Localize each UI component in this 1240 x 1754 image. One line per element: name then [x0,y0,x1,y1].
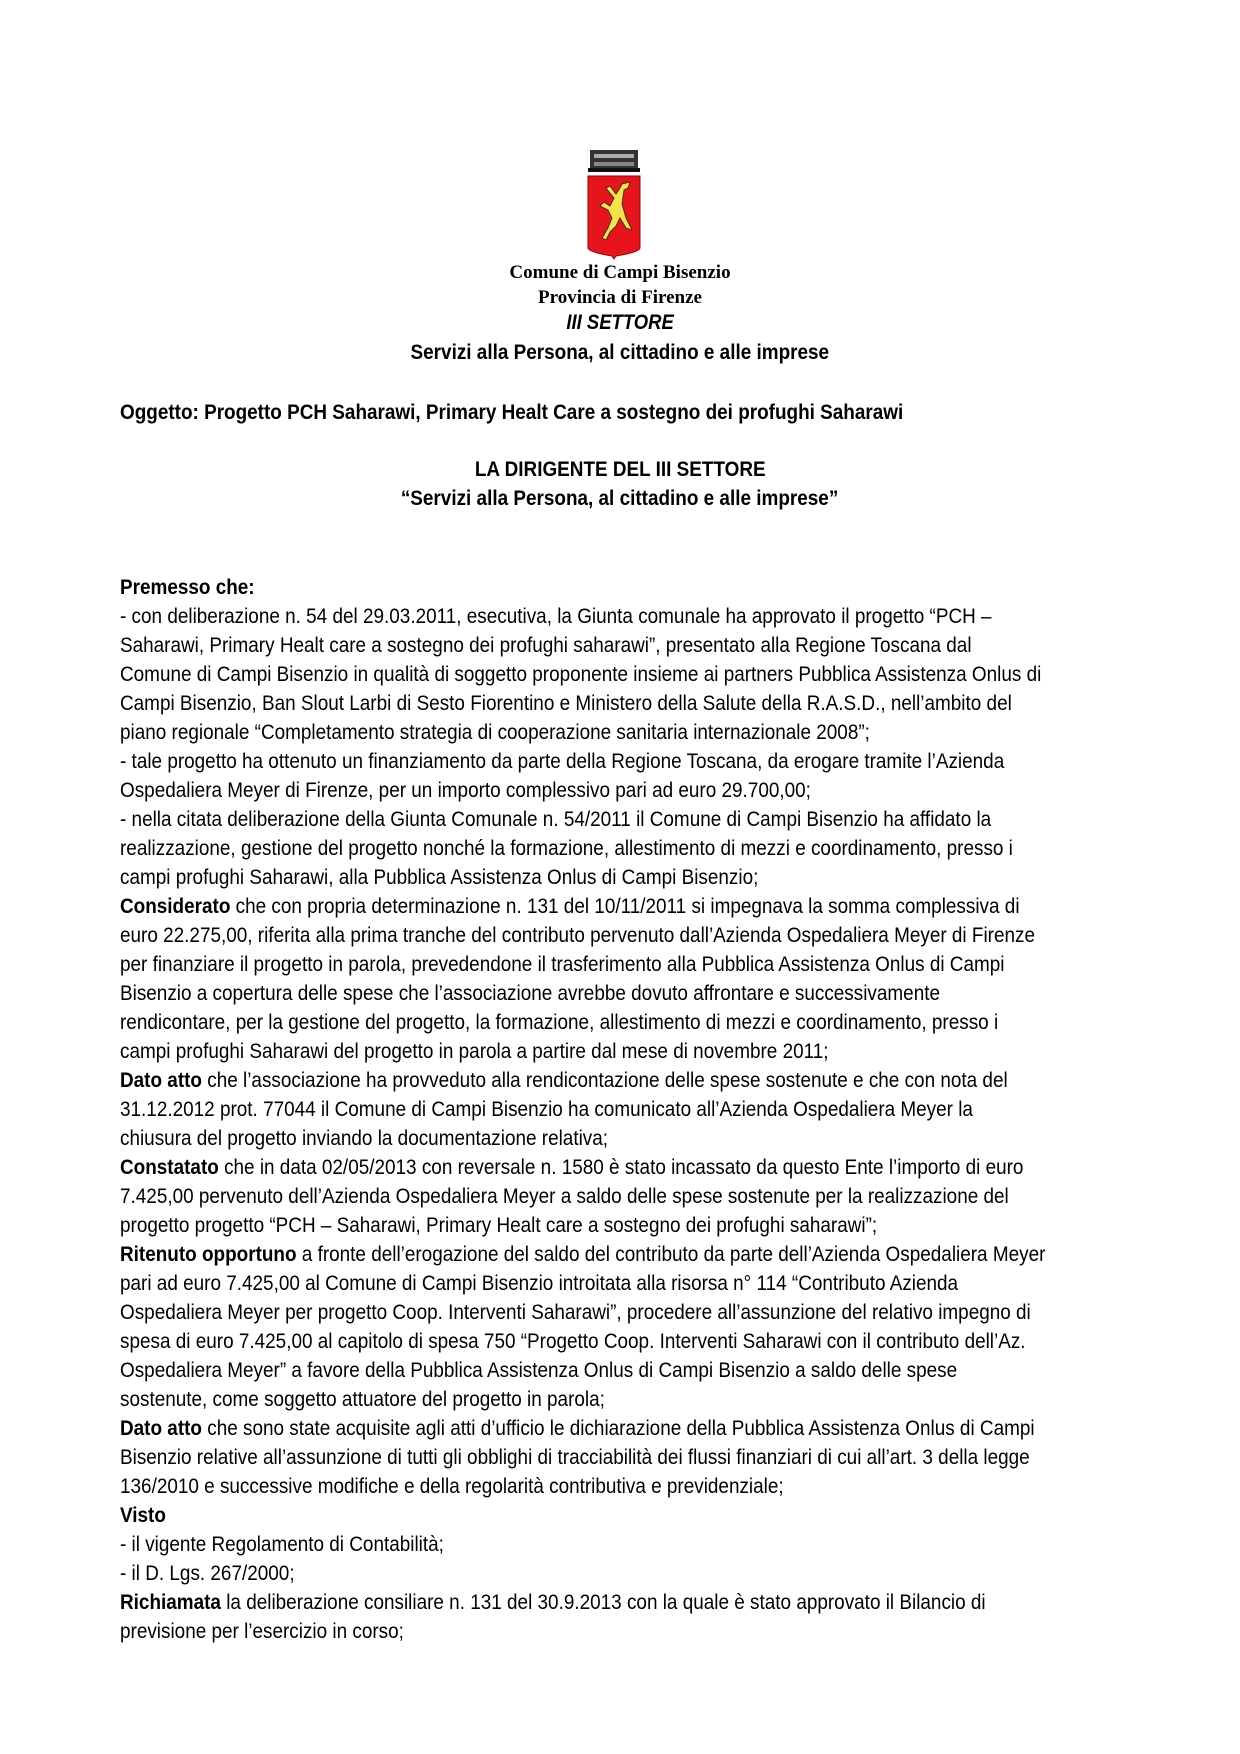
body-line [120,747,1045,776]
body-line [120,776,1045,805]
dirigente-subtitle [0,486,1240,511]
line-text: Bisenzio relative all’assunzione di tutti gli obblighi di tracciabilità dei flussi finanziari di cui all’art. 3 della legge [120,1445,1030,1469]
body-line [120,834,1045,863]
body-line [120,718,1045,747]
body-line [120,1095,1045,1124]
line-text: euro 22.275,00, riferita alla prima tranche del contributo pervenuto dall’Azienda Ospedaliera Meyer di Firenze [120,923,1035,947]
body-line [120,1153,1045,1182]
bold-keyword: Premesso che: [120,575,255,599]
provincia-name: Provincia di Firenze [538,287,702,308]
dirigente-title-text: LA DIRIGENTE DEL III SETTORE [474,457,766,481]
body-line [120,1501,1045,1530]
body-line [120,805,1045,834]
bold-keyword: Considerato [120,894,231,918]
body-line [120,1617,1045,1646]
line-text: - nella citata deliberazione della Giunta Comunale n. 54/2011 il Comune di Campi Bisenzio ha affidato la [120,807,992,831]
servizi-text: Servizi alla Persona, al cittadino e alle imprese [410,340,830,364]
line-text: Ospedaliera Meyer di Firenze, per un importo complessivo pari ad euro 29.700,00; [120,778,811,802]
bold-keyword: Dato atto [120,1068,202,1092]
line-text: a fronte dell’erogazione del saldo del contributo da parte dell’Azienda Ospedaliera Meyer [296,1242,1046,1266]
line-text: progetto progetto “PCH – Saharawi, Primary Healt care a sostegno dei profughi saharawi”; [120,1213,878,1237]
dirigente-subtitle-text: “Servizi alla Persona, al cittadino e alle imprese” [401,486,839,510]
body-line [120,660,1045,689]
coat-of-arms-logo [586,148,642,260]
bold-keyword: Dato atto [120,1416,202,1440]
bold-keyword: Ritenuto opportuno [120,1242,297,1266]
body-line [120,1124,1045,1153]
body-line [120,689,1045,718]
line-text: piano regionale “Completamento strategia di cooperazione sanitaria internazionale 2008”; [120,720,870,744]
body-line [120,1443,1045,1472]
body-line [120,979,1045,1008]
body-line [120,1211,1045,1240]
line-text: - il D. Lgs. 267/2000; [120,1561,295,1585]
body-line [120,1066,1045,1095]
body-line [120,1588,1045,1617]
document-body [120,573,1172,1646]
line-text: chiusura del progetto inviando la documentazione relativa; [120,1126,609,1150]
body-line [120,1240,1045,1269]
body-line [120,1008,1045,1037]
line-text: rendicontare, per la gestione del progetto, la formazione, allestimento di mezzi e coordinamento, presso i [120,1010,999,1034]
body-line [120,892,1045,921]
servizi-heading [0,340,1240,365]
settore-heading [0,311,1240,335]
line-text: Bisenzio a copertura delle spese che l’associazione avrebbe dovuto affrontare e successivamente [120,981,941,1005]
body-line [120,1327,1045,1356]
body-line [120,1414,1045,1443]
line-text: che l’associazione ha provveduto alla rendicontazione delle spese sostenute e che con nota del [201,1068,1008,1092]
body-line [120,1472,1045,1501]
line-text: che in data 02/05/2013 con reversale n. 1580 è stato incassato da questo Ente l’importo di euro [218,1155,1024,1179]
line-text: 7.425,00 pervenuto dell’Azienda Ospedaliera Meyer a saldo delle spese sostenute per la realizzazione del [120,1184,1009,1208]
oggetto: Oggetto: Progetto PCH Saharawi, Primary Healt Care a sostegno dei profughi Saharawi [120,400,904,424]
line-text: Ospedaliera Meyer” a favore della Pubblica Assistenza Onlus di Campi Bisenzio a saldo delle spese [120,1358,958,1382]
line-text: 136/2010 e successive modifiche e della regolarità contributiva e previdenziale; [120,1474,784,1498]
body-line [120,1385,1045,1414]
line-text: realizzazione, gestione del progetto nonché la formazione, allestimento di mezzi e coordinamento, presso i [120,836,1013,860]
body-line [120,602,1045,631]
line-text: che con propria determinazione n. 131 del 10/11/2011 si impegnava la somma complessiva di [230,894,1020,918]
line-text: - con deliberazione n. 54 del 29.03.2011, esecutiva, la Giunta comunale ha approvato il progetto “PCH – [120,604,992,628]
line-text: Comune di Campi Bisenzio in qualità di soggetto proponente insieme ai partners Pubblica Assistenza Onlus di [120,662,1042,686]
line-text: Campi Bisenzio, Ban Slout Larbi di Sesto Fiorentino e Ministero della Salute della R.A.S.D., nell’ambito del [120,691,1012,715]
line-text: Ospedaliera Meyer per progetto Coop. Interventi Saharawi”, procedere all’assunzione del relativo impegno di [120,1300,1031,1324]
body-line [120,863,1045,892]
bold-keyword: Richiamata [120,1590,221,1614]
line-text: la deliberazione consiliare n. 131 del 30.9.2013 con la quale è stato approvato il Bilancio di [220,1590,986,1614]
line-text: campi profughi Saharawi, alla Pubblica Assistenza Onlus di Campi Bisenzio; [120,865,759,889]
body-line [120,1269,1045,1298]
body-line [120,1530,1045,1559]
bold-keyword: Visto [120,1503,166,1527]
settore-text: III SETTORE [566,311,674,334]
body-line [120,921,1045,950]
crown-icon [588,150,640,172]
body-line [120,950,1045,979]
line-text: previsione per l’esercizio in corso; [120,1619,404,1643]
body-line [120,1182,1045,1211]
line-text: sostenute, come soggetto attuatore del progetto in parola; [120,1387,605,1411]
line-text: pari ad euro 7.425,00 al Comune di Campi Bisenzio introitata alla risorsa n° 114 “Contributo Azienda [120,1271,959,1295]
body-line [120,1559,1045,1588]
comune-name: Comune di Campi Bisenzio [509,262,731,283]
line-text: spesa di euro 7.425,00 al capitolo di spesa 750 “Progetto Coop. Interventi Saharawi con il contributo dell’Az. [120,1329,1026,1353]
line-text: - tale progetto ha ottenuto un finanziamento da parte della Regione Toscana, da erogare tramite l’Azienda [120,749,1005,773]
bold-keyword: Constatato [120,1155,219,1179]
body-line [120,631,1045,660]
line-text: campi profughi Saharawi del progetto in parola a partire dal mese di novembre 2011; [120,1039,829,1063]
body-line [120,1298,1045,1327]
body-line [120,1356,1045,1385]
body-line [120,573,1045,602]
body-line [120,1037,1045,1066]
line-text: per finanziare il progetto in parola, prevedendone il trasferimento alla Pubblica Assistenza Onlus di Campi [120,952,1005,976]
line-text: Saharawi, Primary Healt care a sostegno dei profughi saharawi”, presentato alla Regione Toscana dal [120,633,972,657]
dirigente-title [0,457,1240,482]
line-text: che sono state acquisite agli atti d’ufficio le dichiarazione della Pubblica Assistenza Onlus di Campi [201,1416,1035,1440]
line-text: 31.12.2012 prot. 77044 il Comune di Campi Bisenzio ha comunicato all’Azienda Ospedaliera Meyer la [120,1097,973,1121]
line-text: - il vigente Regolamento di Contabilità; [120,1532,444,1556]
